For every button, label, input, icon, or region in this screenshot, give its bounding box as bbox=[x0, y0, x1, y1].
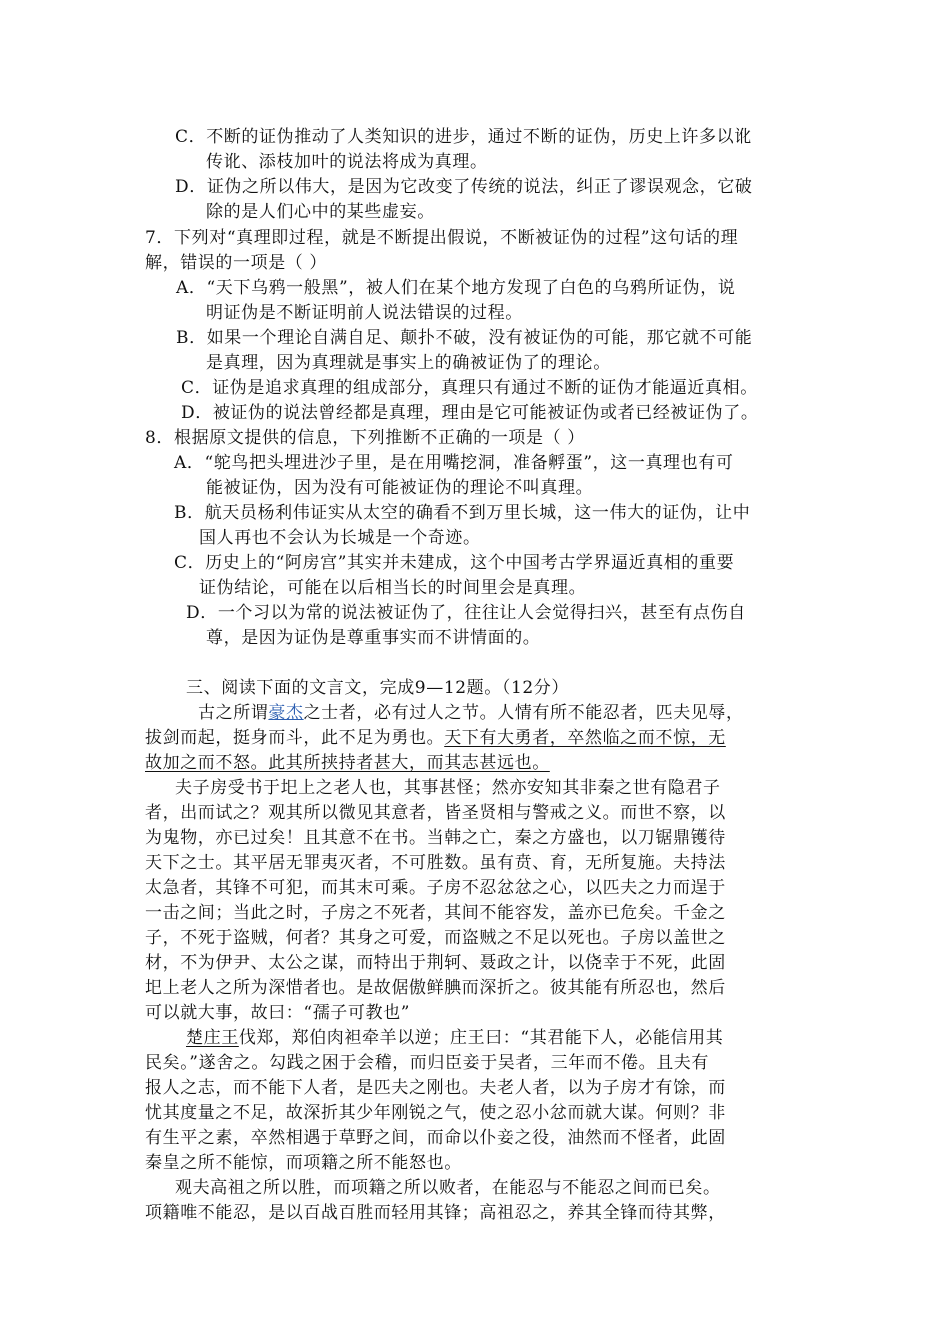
option-6c-line2: 传讹、添枝加叶的说法将成为真理。 bbox=[206, 152, 488, 172]
passage-p4-line1: 观夫高祖之所以胜，而项籍之所以败者，在能忍与不能忍之间而已矣。 bbox=[175, 1178, 721, 1198]
option-8b-line1: B．航天员杨利伟证实从太空的确看不到万里长城，这一伟大的证伪，让中 bbox=[174, 503, 751, 523]
option-8a-line1: A．“鸵鸟把头埋进沙子里，是在用嘴挖洞，准备孵蛋”，这一真理也有可 bbox=[174, 453, 734, 473]
underlined-name: 楚庄王 bbox=[186, 1028, 239, 1048]
passage-p2-line8: 材，不为伊尹、太公之谋，而特出于荆轲、聂政之计，以侥幸于不死，此固 bbox=[145, 953, 726, 973]
section-3-heading: 三、阅读下面的文言文，完成9—12题。（12分） bbox=[186, 678, 569, 698]
option-8d-line1: D．一个习以为常的说法被证伪了，往往让人会觉得扫兴，甚至有点伤自 bbox=[186, 603, 746, 623]
option-6d-line1: D．证伪之所以伟大，是因为它改变了传统的说法，纠正了谬误观念，它破 bbox=[175, 177, 753, 197]
question-8: 8．根据原文提供的信息，下列推断不正确的一项是（ ） bbox=[145, 428, 585, 448]
option-8c-line2: 证伪结论，可能在以后相当长的时间里会是真理。 bbox=[199, 578, 587, 598]
option-8d-line2: 尊，是因为证伪是尊重事实而不讲情面的。 bbox=[206, 628, 541, 648]
option-8c-line1: C．历史上的“阿房宫”其实并未建成，这个中国考古学界逼近真相的重要 bbox=[174, 553, 735, 573]
passage-p3-line3: 报人之志，而不能下人者，是匹夫之刚也。夫老人者，以为子房才有馀，而 bbox=[145, 1078, 726, 1098]
passage-p2-line5: 太急者，其锋不可犯，而其末可乘。子房不忍忿忿之心，以匹夫之力而逞于 bbox=[145, 878, 726, 898]
passage-text: 伐郑，郑伯肉袒牵羊以逆；庄王曰：“其君能下人，必能信用其 bbox=[238, 1028, 724, 1048]
passage-p2-line3: 为鬼物，亦已过矣！且其意不在书。当韩之亡，秦之方盛也，以刀锯鼎镬待 bbox=[145, 828, 726, 848]
passage-p2-line9: 圯上老人之所为深惜者也。是故倨傲鲜腆而深折之。彼其能有所忍也，然后 bbox=[145, 978, 726, 998]
option-8a-line2: 能被证伪，因为没有可能被证伪的理论不叫真理。 bbox=[206, 478, 594, 498]
option-7b-line2: 是真理，因为真理就是事实上的确被证伪了的理论。 bbox=[206, 353, 611, 373]
option-7a-line2: 明证伪是不断证明前人说法错误的过程。 bbox=[206, 303, 523, 323]
passage-p3-line4: 忧其度量之不足，故深折其少年刚锐之气，使之忍小忿而就大谋。何则？非 bbox=[145, 1103, 726, 1123]
option-6d-line2: 除的是人们心中的某些虚妄。 bbox=[206, 202, 435, 222]
option-8b-line2: 国人再也不会认为长城是一个奇迹。 bbox=[199, 528, 481, 548]
passage-p2-line7: 子，不死于盗贼，何者？其身之可爱，而盗贼之不足以死也。子房以盖世之 bbox=[145, 928, 726, 948]
passage-p3-line2: 民矣。”遂舍之。勾践之困于会稽，而归臣妾于吴者，三年而不倦。且夫有 bbox=[145, 1053, 709, 1073]
passage-p3-line6: 秦皇之所不能惊，而项籍之所不能怒也。 bbox=[145, 1153, 462, 1173]
passage-text: 古之所谓 bbox=[198, 703, 269, 723]
passage-text: 之士者，必有过人之节。人情有所不能忍者，匹夫见辱， bbox=[303, 703, 744, 723]
passage-p2-line2: 者，出而试之？观其所以微见其意者，皆圣贤相与警戒之义。而世不察，以 bbox=[145, 803, 726, 823]
passage-text: 拔剑而起，挺身而斗，此不足为勇也。 bbox=[145, 728, 445, 748]
passage-p2-line1: 夫子房受书于圯上之老人也，其事甚怪；然亦安知其非秦之世有隐君子 bbox=[175, 778, 721, 798]
passage-p1-line2 bbox=[145, 726, 726, 750]
option-6c-line1: C．不断的证伪推动了人类知识的进步，通过不断的证伪，历史上许多以讹 bbox=[175, 127, 752, 147]
option-7a-line1: A．“天下乌鸦一般黑”，被人们在某个地方发现了白色的乌鸦所证伪，说 bbox=[176, 278, 736, 298]
passage-p2-line10: 可以就大事，故曰：“孺子可教也” bbox=[145, 1003, 410, 1023]
passage-p4-line2: 项籍唯不能忍，是以百战百胜而轻用其锋；高祖忍之，养其全锋而待其弊， bbox=[145, 1203, 726, 1223]
passage-p2-line4: 天下之士。其平居无罪夷灭者，不可胜数。虽有贲、育，无所复施。夫持法 bbox=[145, 853, 726, 873]
option-7b-line1: B．如果一个理论自满自足、颠扑不破，没有被证伪的可能，那它就不可能 bbox=[176, 328, 753, 348]
question-7-line2: 解，错误的一项是（ ） bbox=[145, 253, 328, 273]
underlined-sentence: 故加之而不怒。此其所挟持者甚大，而其志甚远也。 bbox=[145, 753, 550, 773]
passage-p3-line1 bbox=[186, 1026, 723, 1050]
passage-p2-line6: 一击之间；当此之时，子房之不死者，其间不能容发，盖亦已危矣。千金之 bbox=[145, 903, 726, 923]
underlined-sentence: 天下有大勇者，卒然临之而不惊，无 bbox=[444, 728, 726, 748]
passage-p3-line5: 有生平之素，卒然相遇于草野之间，而命以仆妾之役，油然而不怪者，此固 bbox=[145, 1128, 726, 1148]
option-7c: C．证伪是追求真理的组成部分，真理只有通过不断的证伪才能逼近真相。 bbox=[181, 378, 758, 398]
question-7-line1: 7．下列对“真理即过程，就是不断提出假说，不断被证伪的过程”这句话的理 bbox=[145, 228, 739, 248]
haojie-link[interactable]: 豪杰 bbox=[268, 703, 304, 723]
option-7d: D．被证伪的说法曾经都是真理，理由是它可能被证伪或者已经被证伪了。 bbox=[181, 403, 759, 423]
passage-p1-line1 bbox=[198, 701, 744, 725]
